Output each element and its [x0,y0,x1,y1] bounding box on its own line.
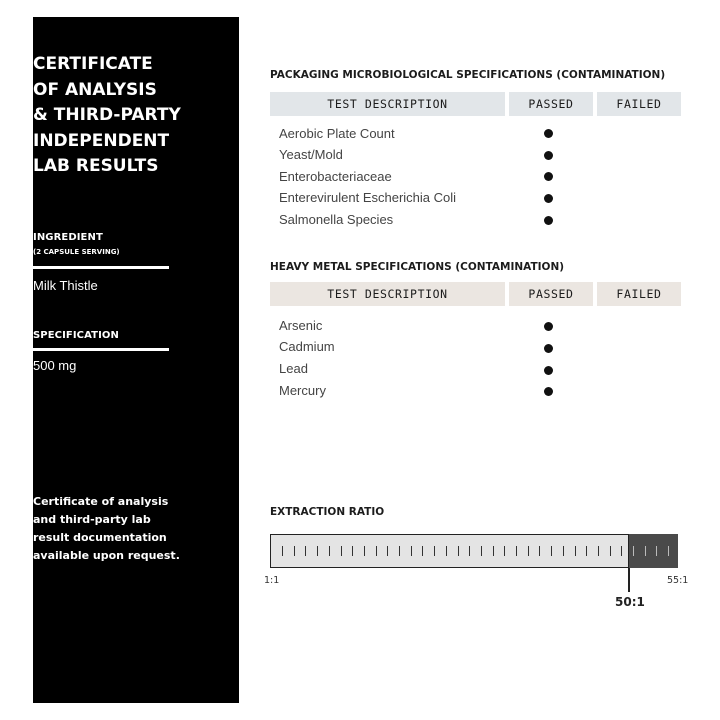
extraction-tick [294,546,295,556]
extraction-tick [539,546,540,556]
metal-passed-mark [544,322,553,331]
metal-passed-mark [544,387,553,396]
extraction-tick [645,546,646,556]
extraction-min-label: 1:1 [264,575,280,586]
specification-label: SPECIFICATION [33,330,119,341]
extraction-tick [598,546,599,556]
heavy-metal-title: HEAVY METAL SPECIFICATIONS (CONTAMINATION) [270,261,565,273]
metal-header-failed: FAILED [597,282,681,306]
title-line: OF ANALYSIS [33,79,157,100]
extraction-tick [364,546,365,556]
micro-passed-mark [544,151,553,160]
metal-test-lead: Lead [279,361,308,376]
extraction-tick [551,546,552,556]
metal-test-cadmium: Cadmium [279,339,335,354]
title-line: LAB RESULTS [33,156,159,176]
extraction-tick [446,546,447,556]
extraction-tick [387,546,388,556]
metal-passed-mark [544,344,553,353]
extraction-ratio-bar [270,534,678,568]
metal-header-passed: PASSED [509,282,593,306]
micro-passed-mark [544,216,553,225]
extraction-tick [399,546,400,556]
extraction-value-label: 50:1 [615,595,645,609]
metal-header-test-description: TEST DESCRIPTION [270,282,505,306]
extraction-tick [610,546,611,556]
metal-test-arsenic: Arsenic [279,318,323,333]
micro-test-salmonella: Salmonella Species [279,212,394,227]
extraction-ratio-remainder [629,534,678,568]
micro-header-test-description: TEST DESCRIPTION [270,92,505,116]
extraction-tick [668,546,669,556]
microbiological-title: PACKAGING MICROBIOLOGICAL SPECIFICATIONS (CONTAMINATION) [270,69,666,81]
title-line: INDEPENDENT [33,130,170,151]
title-line: CERTIFICATE [33,54,153,74]
extraction-tick [528,546,529,556]
micro-test-yeast-mold: Yeast/Mold [279,147,343,162]
extraction-tick [434,546,435,556]
ingredient-sublabel: (2 CAPSULE SERVING) [33,248,120,256]
extraction-tick [493,546,494,556]
extraction-tick [563,546,564,556]
extraction-tick [656,546,657,556]
title-line: & THIRD-PARTY [33,105,181,125]
note-line: result documentation [33,531,167,544]
specification-divider [33,348,169,351]
ingredient-label: INGREDIENT [33,232,103,243]
extraction-tick [282,546,283,556]
extraction-max-label: 55:1 [667,575,689,586]
extraction-tick [575,546,576,556]
note-line: Certificate of analysis [33,495,169,508]
extraction-tick [317,546,318,556]
metal-test-mercury: Mercury [279,383,326,398]
micro-passed-mark [544,172,553,181]
extraction-tick [621,546,622,556]
specification-value: 500 mg [33,358,77,373]
extraction-tick [341,546,342,556]
availability-note [33,493,203,565]
extraction-tick [504,546,505,556]
note-line: available upon request. [33,549,180,562]
extraction-tick [633,546,634,556]
certificate-title [33,52,193,180]
extraction-tick [352,546,353,556]
micro-test-enterobacteriaceae: Enterobacteriaceae [279,169,392,184]
extraction-tick [481,546,482,556]
extraction-tick [305,546,306,556]
ingredient-value: Milk Thistle [33,278,98,293]
micro-test-aerobic-plate-count: Aerobic Plate Count [279,126,395,141]
ingredient-divider [33,266,169,269]
extraction-tick [516,546,517,556]
micro-header-failed: FAILED [597,92,681,116]
extraction-tick [458,546,459,556]
micro-header-passed: PASSED [509,92,593,116]
extraction-tick [469,546,470,556]
extraction-ratio-marker [628,568,630,592]
extraction-tick [329,546,330,556]
extraction-tick [422,546,423,556]
metal-passed-mark [544,366,553,375]
micro-passed-mark [544,194,553,203]
extraction-title: EXTRACTION RATIO [270,506,385,518]
micro-passed-mark [544,129,553,138]
extraction-tick [586,546,587,556]
extraction-tick [411,546,412,556]
extraction-tick [376,546,377,556]
note-line: and third-party lab [33,513,151,526]
micro-test-e-coli: Enterevirulent Escherichia Coli [279,190,457,205]
